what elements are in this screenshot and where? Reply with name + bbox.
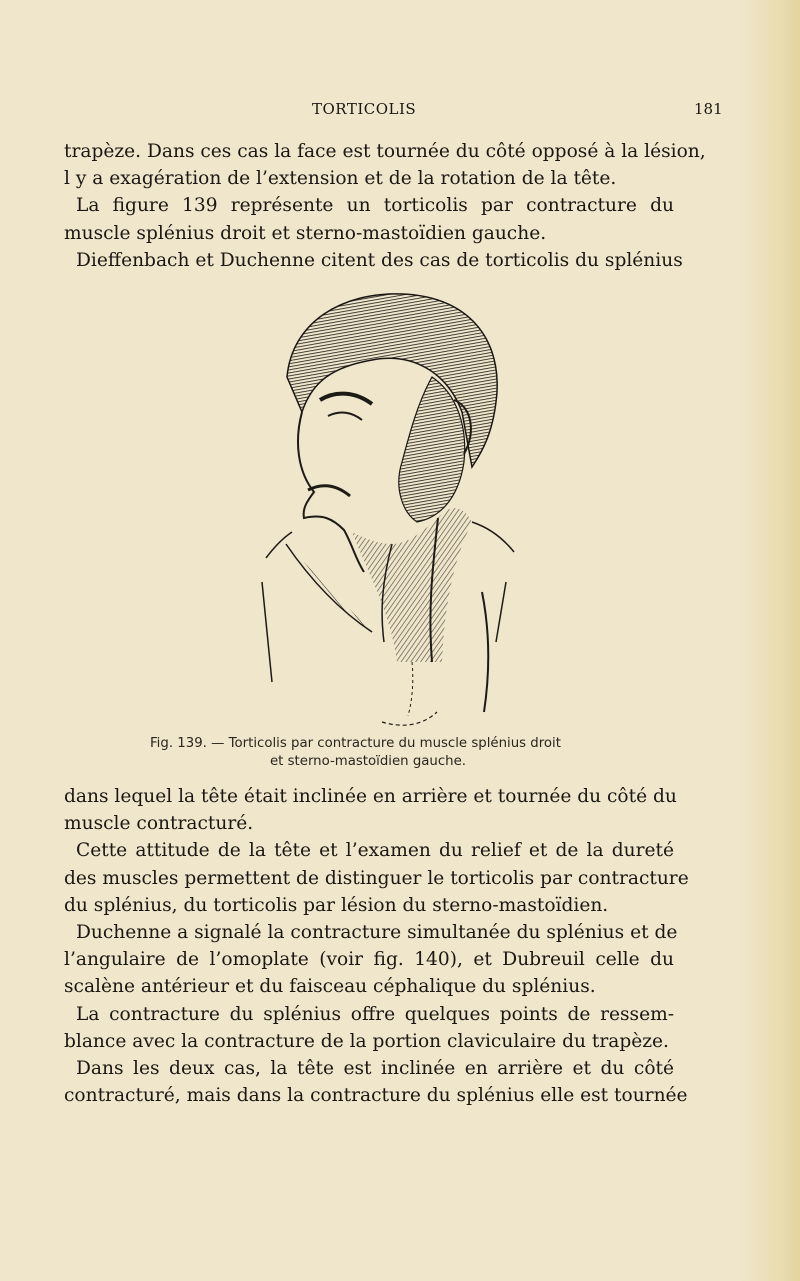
text-line: trapèze. Dans ces cas la face est tournée du côté opposé à la lésion, (64, 141, 706, 162)
figure-caption (150, 735, 680, 771)
text-line: l y a exagération de l’extension et de la rotation de la tête. (64, 168, 617, 190)
caption-line-2: et sterno-mastoïdien gauche. (270, 754, 466, 769)
text-line: Dieffenbach et Duchenne citent des cas de torticolis du splénius (76, 249, 683, 271)
text-line: contracturé, mais dans la contracture du splénius elle est tournée (64, 1085, 688, 1107)
text-line: dans lequel la tête était inclinée en arrière et tournée du côté du (64, 786, 677, 807)
paragraph-block-top (64, 138, 706, 274)
caption-text-1: Torticolis par contracture du muscle splénius droit (228, 736, 561, 751)
text-line: Dans les deux cas, la tête est inclinée en arrière et du côté (76, 1058, 674, 1080)
caption-line-1 (150, 735, 680, 753)
text-line: La figure 139 représente un torticolis par contracture du (76, 195, 674, 217)
running-title: TORTICOLIS (312, 100, 417, 118)
text-line: scalène antérieur et du faisceau céphalique du splénius. (64, 976, 596, 998)
paragraph-block-bottom (64, 783, 689, 1109)
text-line: l’angulaire de l’omoplate (voir fig. 140), et Dubreuil celle du (64, 949, 674, 971)
text-line: du splénius, du torticolis par lésion du sterno-mastoïdien. (64, 894, 609, 916)
torticolis-illustration (232, 282, 532, 732)
text-line: Cette attitude de la tête et l’examen du relief et de la dureté (76, 840, 674, 862)
text-line: des muscles permettent de distinguer le torticolis par contracture (64, 867, 689, 889)
page-number: 181 (694, 100, 723, 118)
page-edge-shadow (740, 0, 800, 1281)
text-line: muscle contracturé. (64, 813, 254, 835)
text-line: Duchenne a signalé la contracture simultanée du splénius et de (76, 922, 678, 944)
text-line: muscle splénius droit et sterno-mastoïdien gauche. (64, 222, 547, 244)
running-header (0, 100, 800, 124)
text-line: La contracture du splénius offre quelques points de ressem- (76, 1003, 674, 1025)
caption-label: Fig. 139. — (150, 736, 225, 751)
text-line: blance avec la contracture de la portion claviculaire du trapèze. (64, 1030, 669, 1052)
